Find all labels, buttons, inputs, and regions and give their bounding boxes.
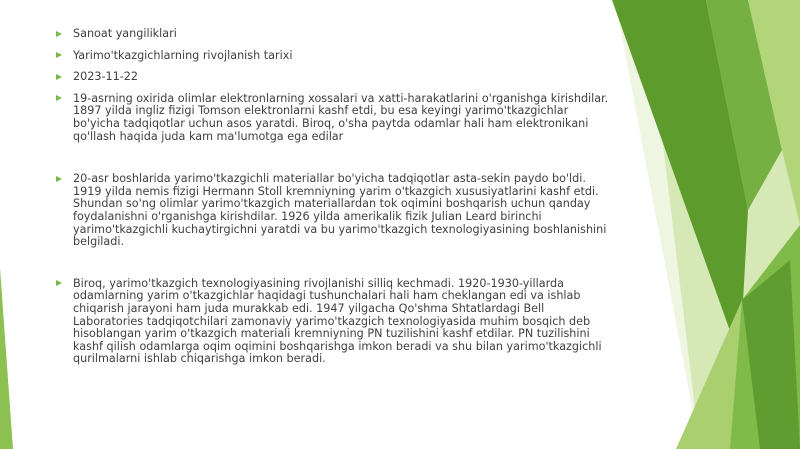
triangle-bullet-icon [56, 74, 62, 80]
triangle-bullet-icon [56, 176, 62, 182]
list-item [56, 278, 612, 366]
bullet-text: 19-asrning oxirida olimlar elektronlarning xossalari va xatti-harakatlarini o'rganishga kirishdilar. 1897 yilda ingliz fizigi Tomson elektronlarni kashf etdi, bu esa keyingi yarimo'tkazgichlar bo'yicha tadqiqotlar uchun asos yaratdi. Biroq, o'sha paytda odamlar hali ham elektronikani qo'llash haqida juda kam ma'lumotga ega edilar [73, 91, 609, 143]
bullet-text: Sanoat yangiliklari [73, 27, 177, 40]
bullet-list [56, 28, 612, 366]
triangle-bullet-icon [56, 95, 62, 101]
triangle-bullet-icon [56, 31, 62, 37]
list-item [56, 93, 612, 143]
list-item [56, 28, 612, 41]
triangle-bullet-icon [56, 52, 62, 58]
list-item [56, 50, 612, 63]
triangle-bullet-icon [56, 280, 62, 286]
bullet-text: 20-asr boshlarida yarimo'tkazgichli materiallar bo'yicha tadqiqotlar asta-sekin paydo bo'ldi. 1919 yilda nemis fizigi Hermann Stoll kremniyning yarim o'tkazgich xususiyatlarini kashf etdi. Shundan so'ng olimlar yarimo'tkazgich materiallardan tok oqimini boshqarish uchun qanday foydalanishni o'rganishga kirishdilar. 1926 yilda amerikalik fizik Julian Leard birinchi yarimo'tkazgichli kuchaytirgichni yaratdi va bu yarimo'tkazgich texnologiyasining boshlanishini belgiladi. [73, 172, 607, 249]
bullet-text: 2023-11-22 [73, 70, 139, 84]
bullet-text: Biroq, yarimo'tkazgich texnologiyasining rivojlanishi silliq kechmadi. 1920-1930-yillarda odamlarning yarim o'tkazgichlar haqidagi tushunchalari hali ham cheklangan edi va ishlab chiqarish jarayoni ham juda murakkab edi. 1947 yilgacha Qo'shma Shtatlardagi Bell Laboratories tadqiqotchilari zamonaviy yarimo'tkazgich texnologiyasida muhim bosqich deb hisoblangan yarim o'tkazgich materiali kremniyning PN tuzilishini kashf etdilar. PN tuzilishini kashf qilish odamlarga oqim oqimini boshqarishga imkon beradi va shu bilan yarimo'tkazgichli qurilmalarni ishlab chiqarishga imkon beradi. [73, 276, 602, 366]
bullet-text: Yarimo'tkazgichlarning rivojlanish tarixi [73, 48, 293, 62]
left-green-sliver [0, 268, 13, 449]
list-item [56, 71, 612, 84]
list-item [56, 173, 612, 249]
